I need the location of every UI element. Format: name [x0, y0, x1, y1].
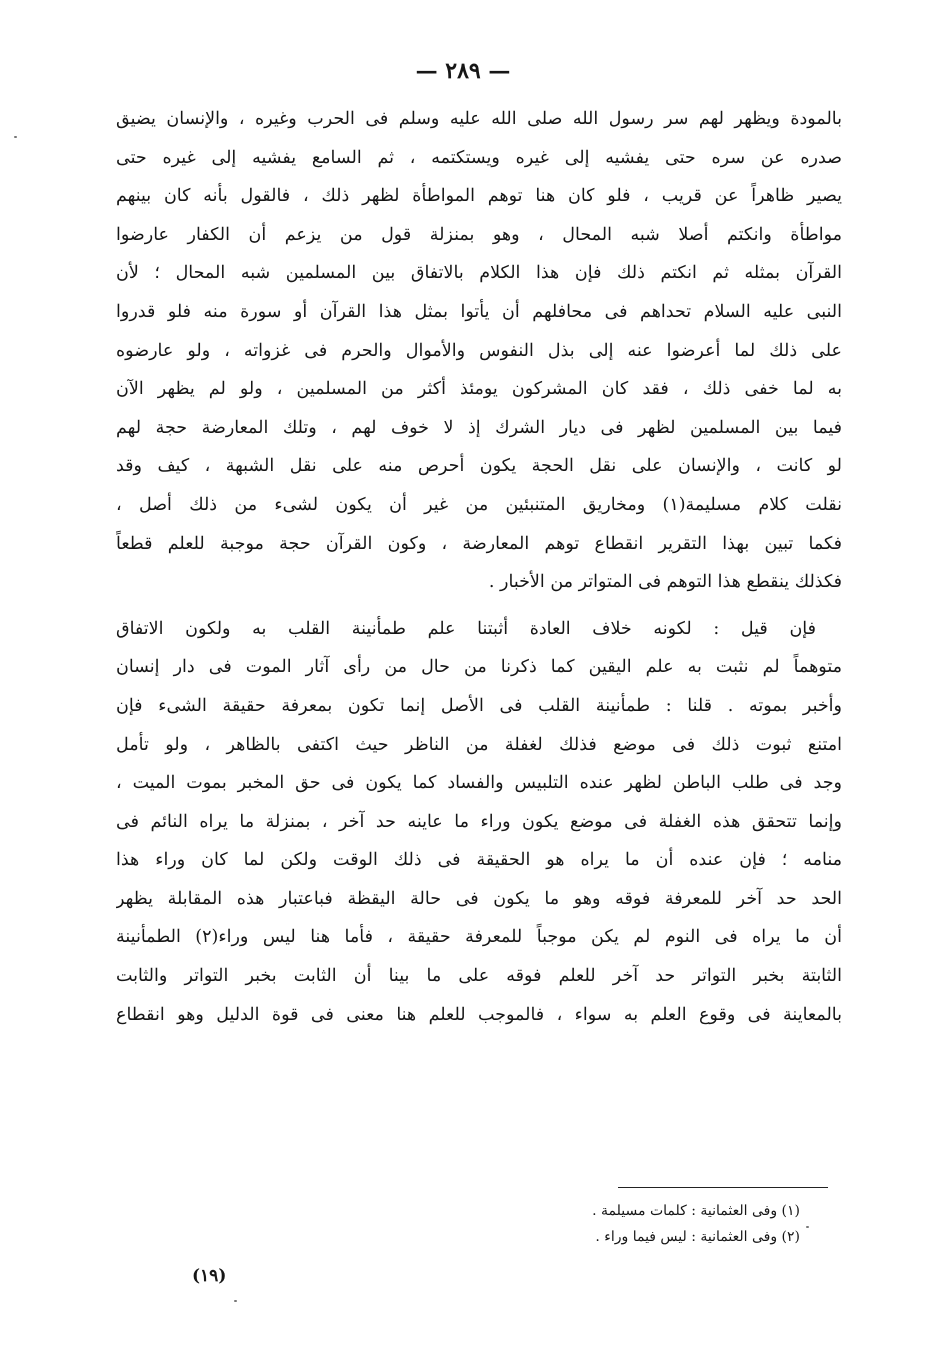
text-line: وأخبر بموته . قلنا : طمأنينة القلب فى الأصل إنما تكون بمعرفة حقيقة الشىء فإن [116, 695, 842, 716]
footnote-divider [618, 1187, 828, 1188]
text-line: فكما تبين بهذا التقرير انقطاع توهم المعارضة ، وكون القرآن حجة موجبة للعلم قطعاً [116, 533, 842, 554]
text-line: مواطأة وانكتم أصلا شبه المحال ، وهو بمنزلة قول من يزعم أن الكفار عارضوا [116, 224, 842, 245]
page-number: — ٢٨٩ — [415, 58, 511, 84]
text-line: على ذلك لما أعرضوا عنه إلى بذل النفوس والأموال والحرم فى غزواته ، ولو عارضوه [116, 340, 842, 361]
footnote-2: (٢) وفى العثمانية : ليس فيما وراء . [595, 1229, 800, 1245]
text-line: منامه ؛ فإن عنده أن ما يراه هو الحقيقة فى ذلك الوقت ولكن لما كان وراء هذا [116, 850, 842, 871]
text-line: لو كانت ، والإنسان على نقل الحجة يكون أحرص منه على نقل الشبهة ، كيف وقد [116, 456, 842, 477]
text-line: الحد حد آخر للمعرفة فوقه وهو ما يكون فى حالة اليقظة فباعتبار هذه المقابلة يظهر [116, 888, 842, 909]
text-line: صدره عن سره حتى يفشيه إلى غيره ويستكتمه ، ثم السامع يفشيه إلى غيره حتى [116, 147, 842, 168]
footnotes [400, 1198, 800, 1250]
scan-speck [234, 1300, 237, 1302]
text-line: به لما خفى ذلك ، فقد كان المشركون يومئذ أكثر من المسلمين ، ولو لم يظهر الآن [116, 379, 842, 400]
text-line: وإنما تتحقق هذه الغفلة فى موضع يكون وراء ما عاينه حد آخر ، بمنزلة ما يراه النائم فى [116, 811, 842, 832]
text-line: القرآن بمثله ثم انكتم ذلك فإن هذا الكلام بالاتفاق بين المسلمين شبه المحال ؛ لأن [116, 263, 842, 284]
scan-speck [14, 136, 17, 138]
scan-speck [806, 1226, 809, 1228]
footnote-1: (١) وفى العثمانية : كلمات مسيلمة . [592, 1203, 800, 1219]
text-line: النبى عليه السلام تحداهم فى محافلهم أن يأتوا بمثل هذا القرآن أو سورة منه فلو قدروا [116, 301, 842, 322]
text-line: يصير ظاهراً عن قريب ، فلو كان هنا توهم المواطأة لظهر ذلك ، فالقول بأنه كان بينهم [116, 186, 842, 207]
text-line: وجد فى طلب الباطن لظهر عنده التلبيس والفساد كما يكون فى حق المخبر بموت الميت ، [116, 773, 842, 794]
paragraph-2 [116, 610, 842, 1035]
text-line: أن ما يراه فى النوم لم يكن موجباً للمعرفة حقيقة ، فأما هنا ليس وراء(٢) الطمأنينة [116, 927, 842, 948]
text-line: نقلت كلام مسليمة(١) ومخاريق المتنبئين من غير أن يكون لشىء من ذلك أصل ، [116, 494, 842, 515]
text-line: متوهماً لم نثبت به علم اليقين كما ذكرنا من حال من رأى آثار الموت فى دار إنسان [116, 657, 842, 678]
paragraph-1 [116, 100, 842, 602]
text-line: الثابتة بخبر التواتر حد آخر للعلم فوقه على ما بينا أن الثابت بخبر التواتر والثابت [116, 966, 842, 987]
text-line: فإن قيل : لكونه خلاف العادة أثبتنا علم طمأنينة القلب به ولكون الاتفاق [116, 618, 816, 639]
text-line: فيما بين المسلمين لظهر فى ديار الشرك إذ لا خوف لهم ، وتلك المعارضة حجة لهم [116, 417, 842, 438]
text-line: امتنع ثبوت ذلك فى موضع فذلك لغفلة من الناظر حيث اكتفى بالظاهر ، ولو تأمل [116, 734, 842, 755]
text-line: بالمعاينة فى وقوع العلم به سواء ، فالموجب للعلم هنا معنى فى قوة الدليل وهو انقطاع [116, 1004, 842, 1025]
text-line: بالمودة ويظهر لهم سر رسول الله صلى الله عليه وسلم فى الحرب وغيره ، والإنسان يضيق [116, 109, 842, 129]
text-line: فكذلك ينقطع هذا التوهم فى المتواتر من الأخبار . [488, 572, 842, 593]
signature-mark: (١٩) [192, 1266, 227, 1286]
main-text [116, 100, 842, 1034]
